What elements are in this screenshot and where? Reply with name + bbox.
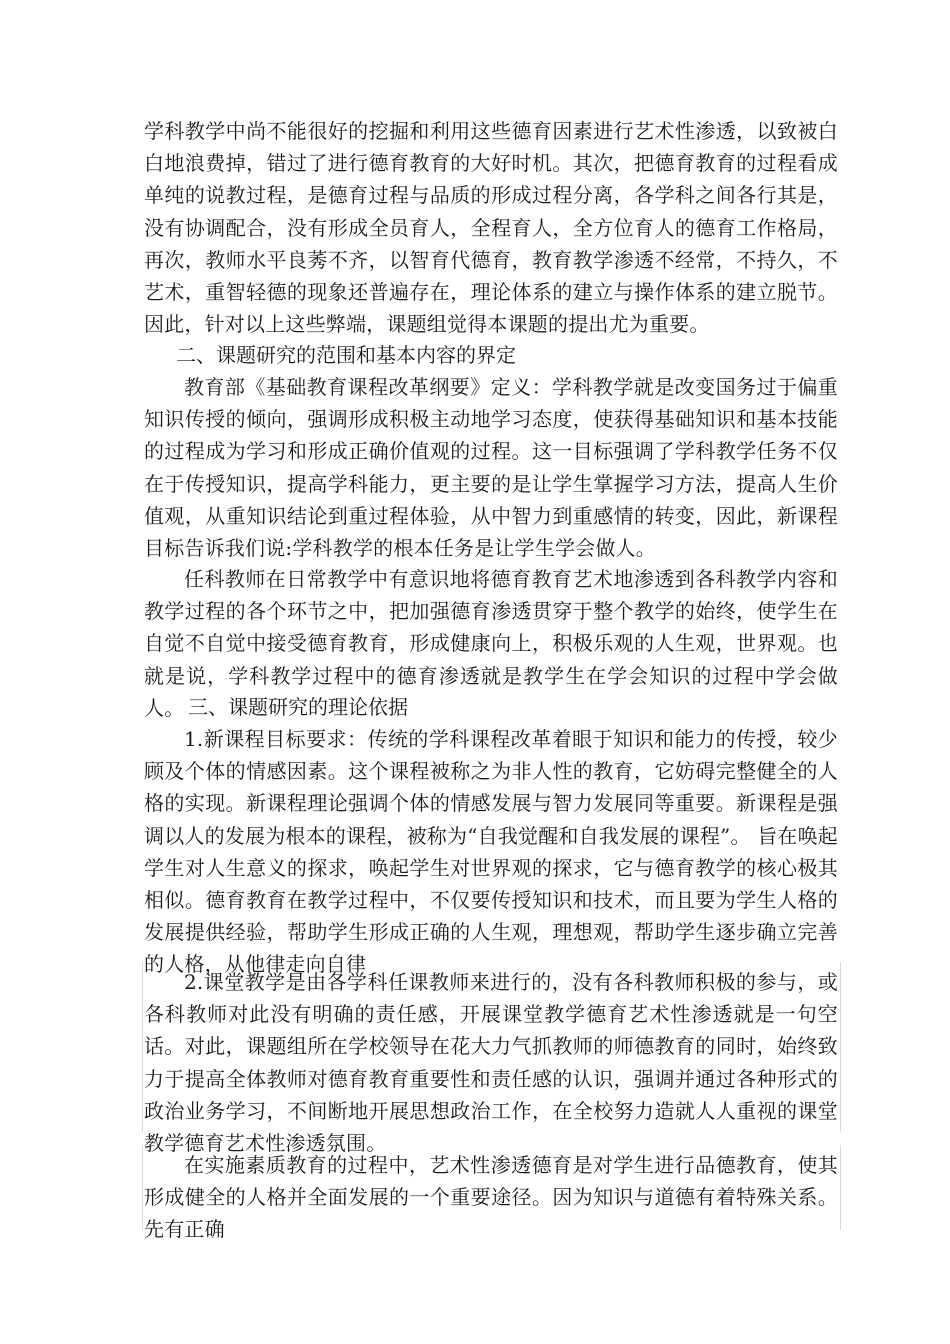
paragraph-block bbox=[144, 723, 838, 981]
frame-divider bbox=[142, 1145, 143, 1230]
section-heading: 二、课题研究的范围和基本内容的界定 bbox=[176, 343, 516, 367]
paragraph-block bbox=[144, 1149, 838, 1246]
body-paragraph: 任科教师在日常教学中有意识地将德育教育艺术地渗透到各科教学内容和教学过程的各个环节之中，把加强德育渗透贯穿于整个教学的始终，使学生在自觉不自觉中接受德育教育，形成健康向上，积极乐观的人生观，世界观。也就是说，学科教学过程中的德育渗透就是教学生在学会知识的过程中学会做人。 bbox=[144, 567, 838, 720]
section-heading: 三、课题研究的理论依据 bbox=[188, 695, 408, 719]
frame-divider bbox=[142, 962, 143, 1132]
section-heading-block bbox=[144, 691, 838, 723]
paragraph-block bbox=[144, 371, 838, 564]
frame-divider bbox=[840, 1145, 841, 1230]
body-paragraph: 2.课堂教学是由各学科任课教师来进行的，没有各科教师积极的参与，或各科教师对此没有明确的责任感，开展课堂教学德育艺术性渗透就是一句空话。对此，课题组所在学校领导在花大力气抓教师的师德教育的同时，始终致力于提高全体教师对德育教育重要性和责任感的认识，强调并通过各种形式的政治业务学习，不间断地开展思想政治工作，在全校努力造就人人重视的课堂教学德育艺术性渗透氛围。 bbox=[144, 970, 838, 1156]
body-paragraph: 学科教学中尚不能很好的挖掘和利用这些德育因素进行艺术性渗透，以致被白白地浪费掉，错过了进行德育教育的大好时机。其次，把德育教育的过程看成单纯的说教过程，是德育过程与品质的形成过程分离，各学科之间各行其是，没有协调配合，没有形成全员育人，全程育人，全方位育人的德育工作格局，再次，教师水平良莠不齐，以智育代德育，教育教学渗透不经常，不持久，不艺术，重智轻德的现象还普遍存在，理论体系的建立与操作体系的建立脱节。因此，针对以上这些弊端，课题组觉得本课题的提出尤为重要。 bbox=[144, 119, 838, 337]
paragraph-block bbox=[144, 115, 838, 340]
paragraph-block bbox=[144, 966, 838, 1159]
section-heading-block bbox=[144, 339, 838, 371]
body-paragraph: 在实施素质教育的过程中，艺术性渗透德育是对学生进行品德教育，使其形成健全的人格并全面发展的一个重要途径。因为知识与道德有着特殊关系。先有正确 bbox=[144, 1153, 838, 1242]
body-paragraph: 教育部《基础教育课程改革纲要》定义：学科教学就是改变国务过于偏重知识传授的倾向，强调形成积极主动地学习态度，使获得基础知识和基本技能的过程成为学习和形成正确价值观的过程。这一目标强调了学科教学任务不仅在于传授知识，提高学科能力，更主要的是让学生掌握学习方法，提高人生价值观，从重知识结论到重过程体验，从中智力到重感情的转变，因此，新课程目标告诉我们说:学科教学的根本任务是让学生学会做人。 bbox=[144, 375, 838, 561]
frame-divider bbox=[840, 962, 841, 1132]
body-paragraph: 1.新课程目标要求：传统的学科课程改革着眼于知识和能力的传授，较少顾及个体的情感因素。这个课程被称之为非人性的教育，它妨碍完整健全的人格的实现。新课程理论强调个体的情感发展与智力发展同等重要。新课程是强调以人的发展为根本的课程，被称为“自我觉醒和自我发展的课程”。 旨在唤起学生对人生意义的探求，唤起学生对世界观的探求，它与德育教学的核心极其相似。德育教育在教学过程中，不仅要传授知识和技术，而且要为学生人格的发展提供经验，帮助学生形成正确的人生观，理想观，帮助学生逐步确立完善的人格，从他律走向自律 bbox=[144, 727, 839, 977]
